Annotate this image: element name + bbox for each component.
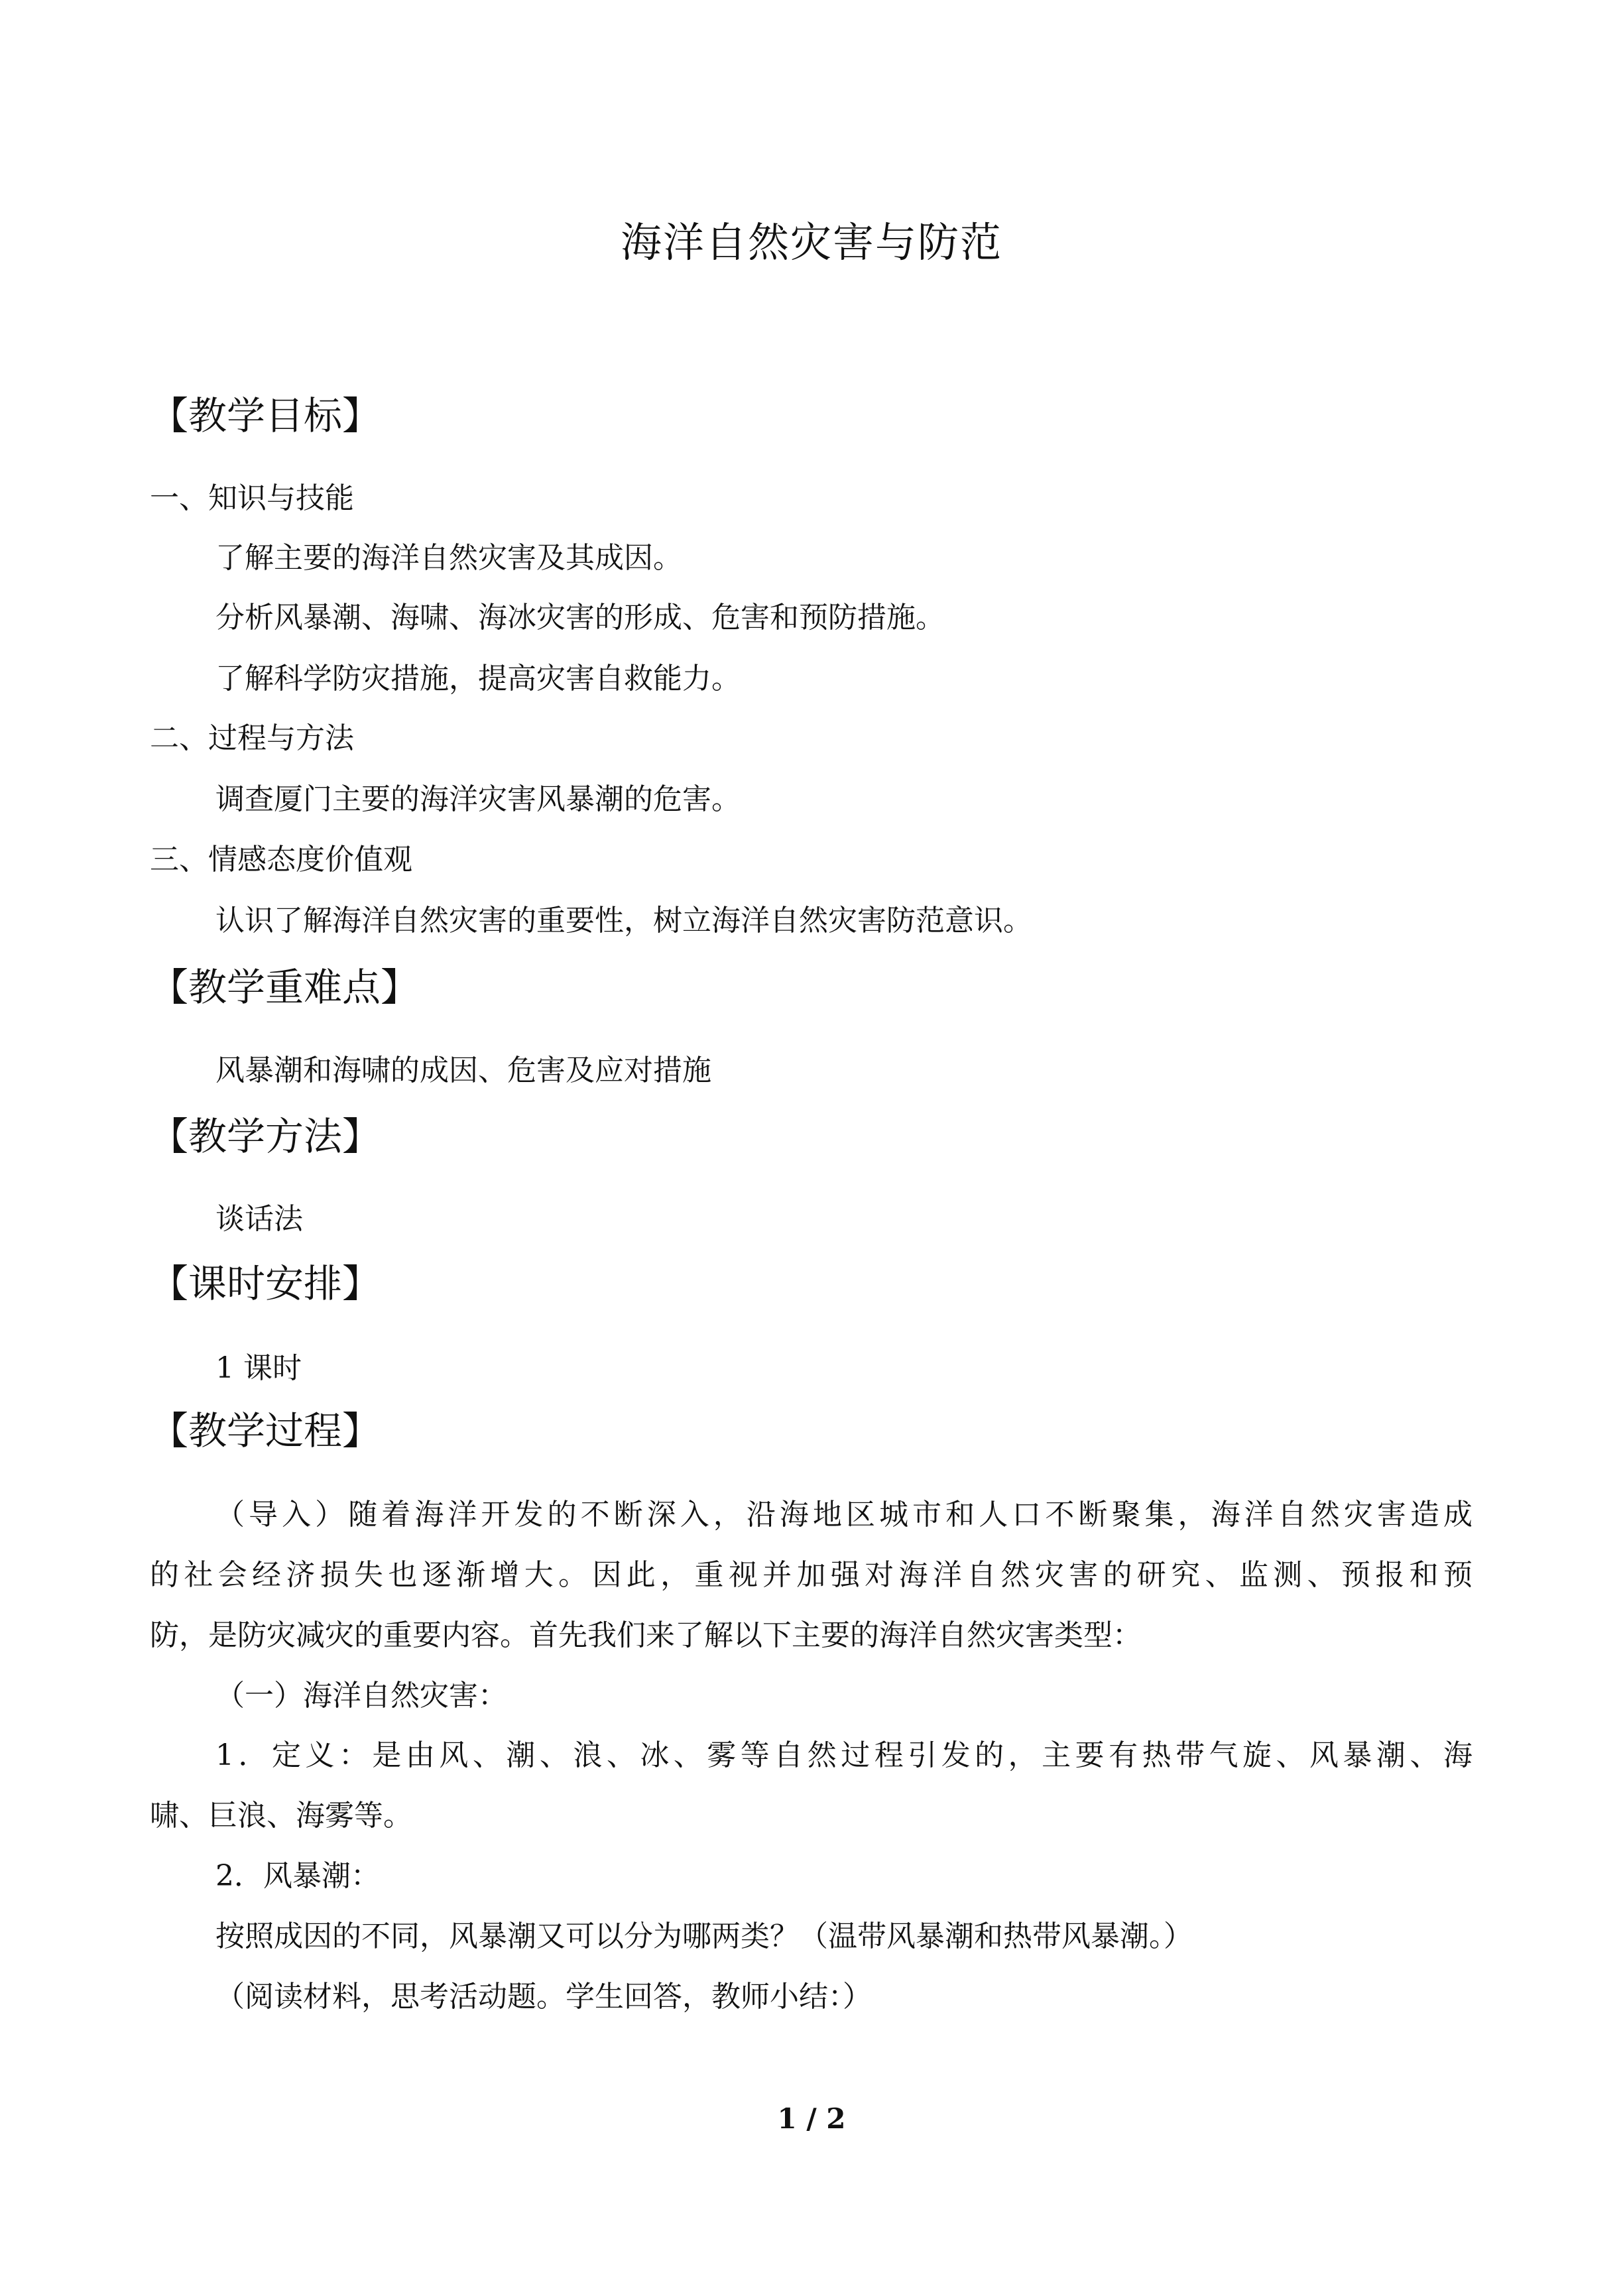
heading-key-difficult-points: 【教学重难点】 <box>150 965 420 1010</box>
heading-class-schedule: 【课时安排】 <box>150 1261 381 1306</box>
heading-teaching-method: 【教学方法】 <box>150 1114 381 1159</box>
document-title: 海洋自然灾害与防范 <box>620 218 1002 267</box>
intro-paragraph-line: 防，是防灾减灾的重要内容。首先我们来了解以下主要的海洋自然灾害类型： <box>150 1618 1142 1652</box>
activity-instruction: （阅读材料，思考活动题。学生回答，教师小结：） <box>215 1980 872 2014</box>
storm-surge-heading: 2．风暴潮： <box>215 1859 380 1893</box>
definition-line: 啸、巨浪、海雾等。 <box>150 1799 412 1833</box>
subheading-knowledge-skills: 一、知识与技能 <box>150 481 354 515</box>
teaching-method-content: 谈话法 <box>215 1202 303 1236</box>
heading-teaching-process: 【教学过程】 <box>150 1408 381 1453</box>
storm-surge-question: 按照成因的不同，风暴潮又可以分为哪两类？（温带风暴潮和热带风暴潮。） <box>215 1919 1193 1953</box>
subheading-process-methods: 二、过程与方法 <box>150 721 354 755</box>
class-schedule-content: 1 课时 <box>215 1351 302 1385</box>
objective-item: 调查厦门主要的海洋灾害风暴潮的危害。 <box>215 782 741 816</box>
objective-item: 认识了解海洋自然灾害的重要性，树立海洋自然灾害防范意识。 <box>215 904 1032 937</box>
objective-item: 了解主要的海洋自然灾害及其成因。 <box>215 541 682 575</box>
objective-item: 分析风暴潮、海啸、海冰灾害的形成、危害和预防措施。 <box>215 601 945 634</box>
subheading-attitude-values: 三、情感态度价值观 <box>150 843 412 876</box>
page-number: 1 / 2 <box>777 2102 846 2135</box>
key-points-content: 风暴潮和海啸的成因、危害及应对措施 <box>215 1054 711 1087</box>
part-one-heading: （一）海洋自然灾害： <box>215 1679 507 1713</box>
definition-line: 1．定义：是由风、潮、浪、冰、雾等自然过程引发的，主要有热带气旋、风暴潮、海 <box>215 1738 1473 1772</box>
intro-paragraph-line: 的社会经济损失也逐渐增大。因此，重视并加强对海洋自然灾害的研究、监测、预报和预 <box>150 1558 1473 1592</box>
objective-item: 了解科学防灾措施，提高灾害自救能力。 <box>215 662 741 695</box>
intro-paragraph-line: （导入）随着海洋开发的不断深入，沿海地区城市和人口不断聚集，海洋自然灾害造成 <box>215 1498 1473 1532</box>
heading-teaching-objectives: 【教学目标】 <box>150 393 381 438</box>
